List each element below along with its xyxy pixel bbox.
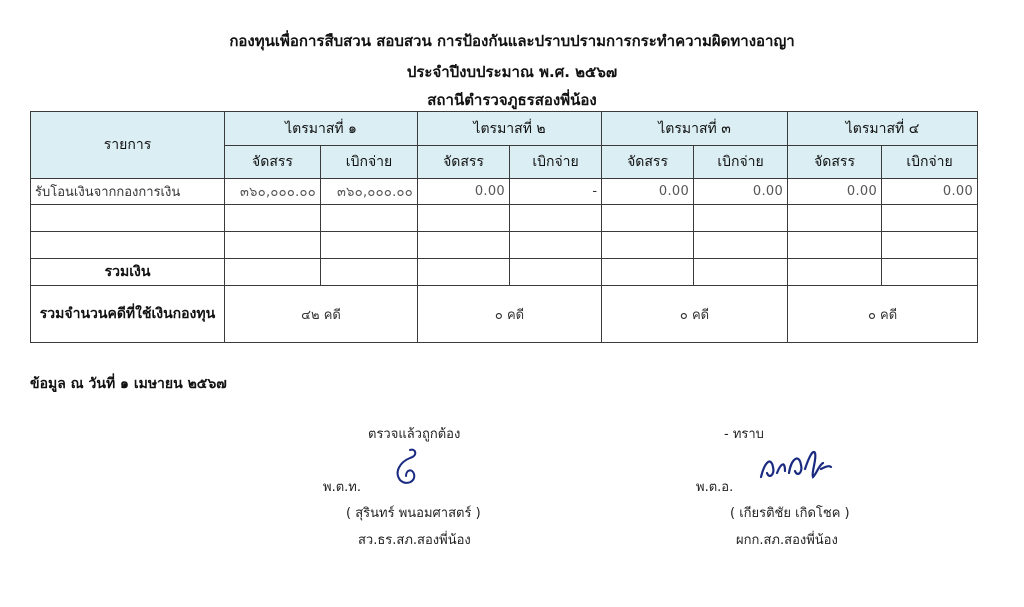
disbursed-header: เบิกจ่าย <box>882 146 978 179</box>
cell-value <box>418 232 510 259</box>
cases-row <box>31 286 978 343</box>
cell-value <box>694 232 788 259</box>
left-name: ( สุรินทร์ พนอมศาสตร์ ) <box>346 506 481 521</box>
cell-value <box>510 259 602 286</box>
cell-value <box>694 259 788 286</box>
table-row <box>31 205 978 232</box>
case-count: ๔๒ คดี <box>225 286 418 343</box>
cell-value <box>510 205 602 232</box>
table-row <box>31 232 978 259</box>
table-row <box>31 179 978 205</box>
fiscal-year: ประจำปีงบประมาณ พ.ศ. ๒๕๖๗ <box>406 63 618 81</box>
cell-value <box>788 232 882 259</box>
left-caption: ตรวจแล้วถูกต้อง <box>368 427 461 442</box>
cell-value <box>694 205 788 232</box>
cell-value <box>882 232 978 259</box>
cell-value <box>225 232 321 259</box>
quarter-header: ไตรมาสที่ ๑ <box>225 112 418 146</box>
right-signature-icon <box>755 443 835 487</box>
case-count: ๐ คดี <box>788 286 978 343</box>
row-label <box>31 205 225 232</box>
right-name: ( เกียรติชัย เกิดโชค ) <box>730 506 850 521</box>
quarter-header: ไตรมาสที่ ๓ <box>602 112 788 146</box>
left-signature-icon <box>388 446 428 488</box>
cell-value <box>882 259 978 286</box>
cell-value: 0.00 <box>788 179 882 205</box>
allocated-header: จัดสรร <box>602 146 694 179</box>
cases-label: รวมจำนวนคดีที่ใช้เงินกองทุน <box>31 286 225 343</box>
disbursed-header: เบิกจ่าย <box>321 146 418 179</box>
disbursed-header: เบิกจ่าย <box>694 146 788 179</box>
allocated-header: จัดสรร <box>788 146 882 179</box>
cell-value: 0.00 <box>418 179 510 205</box>
total-row <box>31 259 978 286</box>
cell-value <box>510 232 602 259</box>
cell-value <box>321 232 418 259</box>
disbursed-header: เบิกจ่าย <box>510 146 602 179</box>
cell-value: ๓๖๐,๐๐๐.๐๐ <box>225 179 321 205</box>
cell-value <box>602 232 694 259</box>
cell-value: 0.00 <box>694 179 788 205</box>
case-count: ๐ คดี <box>602 286 788 343</box>
cell-value <box>225 259 321 286</box>
cell-value <box>602 259 694 286</box>
allocated-header: จัดสรร <box>225 146 321 179</box>
cell-value: ๓๖๐,๐๐๐.๐๐ <box>321 179 418 205</box>
cell-value <box>418 259 510 286</box>
total-label: รวมเงิน <box>31 259 225 286</box>
cell-value <box>882 205 978 232</box>
cell-value <box>788 259 882 286</box>
row-label <box>31 232 225 259</box>
cell-value <box>225 205 321 232</box>
allocated-header: จัดสรร <box>418 146 510 179</box>
cell-value <box>602 205 694 232</box>
cell-value: - <box>510 179 602 205</box>
right-rank: พ.ต.อ. <box>696 480 734 495</box>
row-label: รับโอนเงินจากกองการเงิน <box>31 179 225 205</box>
right-caption: - ทราบ <box>724 427 764 442</box>
cell-value: 0.00 <box>602 179 694 205</box>
quarter-header: ไตรมาสที่ ๔ <box>788 112 978 146</box>
left-position: สว.ธร.สภ.สองพี่น้อง <box>358 533 471 548</box>
right-position: ผกก.สภ.สองพี่น้อง <box>736 533 838 548</box>
station-name: สถานีตำรวจภูธรสองพี่น้อง <box>427 91 597 109</box>
item-header: รายการ <box>31 112 225 179</box>
quarter-header: ไตรมาสที่ ๒ <box>418 112 602 146</box>
data-date-note: ข้อมูล ณ วันที่ ๑ เมษายน ๒๕๖๗ <box>30 376 227 392</box>
left-rank: พ.ต.ท. <box>323 480 361 495</box>
fund-table <box>30 111 978 343</box>
cell-value <box>321 205 418 232</box>
cell-value <box>418 205 510 232</box>
case-count: ๐ คดี <box>418 286 602 343</box>
cell-value <box>321 259 418 286</box>
cell-value: 0.00 <box>882 179 978 205</box>
report-title: กองทุนเพื่อการสืบสวน สอบสวน การป้องกันและปราบปรามการกระทำความผิดทางอาญา <box>229 32 795 50</box>
cell-value <box>788 205 882 232</box>
